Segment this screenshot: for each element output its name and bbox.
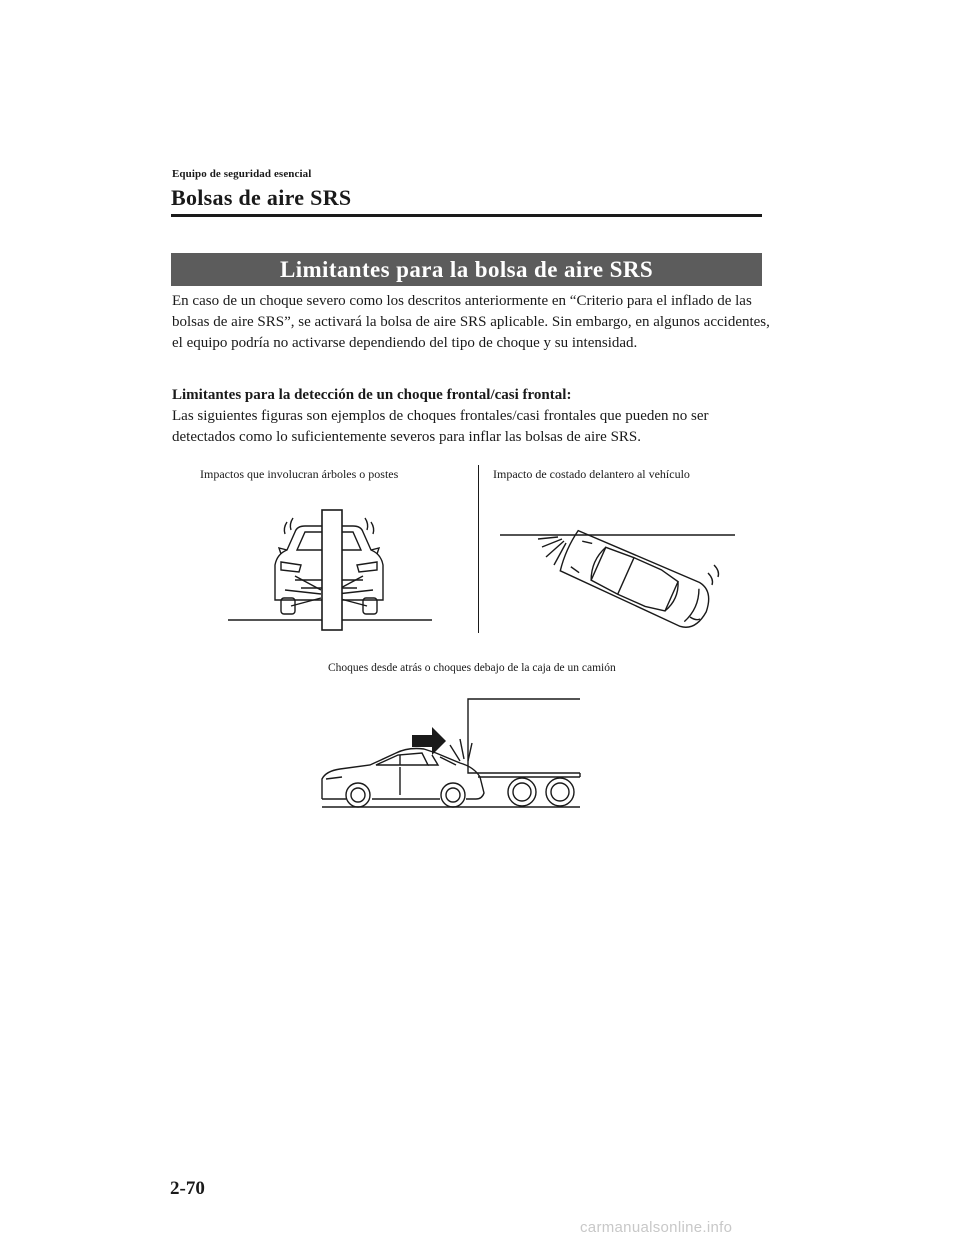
- chapter-rule: [171, 214, 762, 217]
- pole-impact-illustration: [225, 510, 435, 630]
- figures-paragraph: Las siguientes figuras son ejemplos de choques frontales/casi frontales que pueden no ser detectados como lo suficientemente severos para inflar las bolsas de aire SRS.: [172, 408, 709, 445]
- section-banner: Limitantes para la bolsa de aire SRS: [171, 253, 762, 286]
- figure-caption-trees: Impactos que involucran árboles o postes: [200, 467, 399, 481]
- figure-divider: [478, 465, 479, 633]
- side-impact-illustration: [500, 525, 740, 630]
- intro-paragraph: En caso de un choque severo como los descritos anteriormente en “Criterio para el inflado de las bolsas de aire SRS”, se activará la bolsa de aire SRS aplicable. Sin embargo, en algunos accidentes, el equipo podría no activarse dependiendo del tipo de choque y su intensidad.: [172, 293, 770, 351]
- subheading: Limitantes para la detección de un choque frontal/casi frontal:: [172, 387, 572, 403]
- figure-caption-side: Impacto de costado delantero al vehículo: [493, 467, 690, 481]
- section-label: Equipo de seguridad esencial: [172, 168, 312, 180]
- figure-caption-rear: Choques desde atrás o choques debajo de la caja de un camión: [328, 662, 616, 674]
- chapter-title: Bolsas de aire SRS: [171, 185, 352, 210]
- rear-impact-illustration: [310, 695, 590, 815]
- page-number: 2-70: [170, 1178, 205, 1199]
- watermark: carmanualsonline.info: [580, 1219, 733, 1236]
